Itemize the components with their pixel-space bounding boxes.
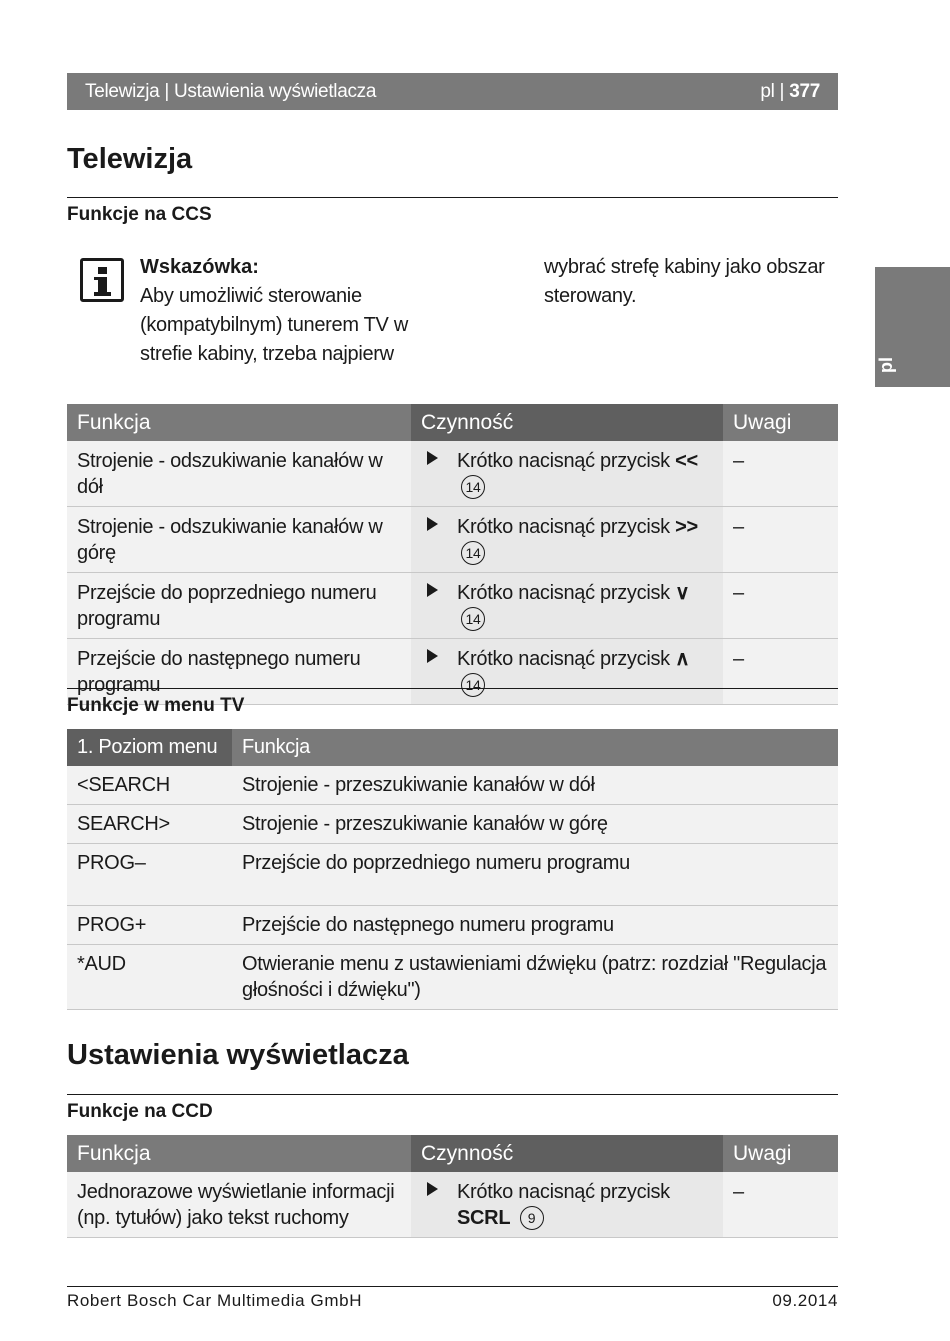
chevron-down-icon: ∨ — [675, 582, 690, 604]
column-header: Funkcja — [232, 729, 838, 766]
button-number-badge: 14 — [461, 475, 485, 499]
menu-table — [67, 729, 838, 1010]
table-row — [67, 906, 838, 945]
menu-level-cell: PROG– — [67, 844, 232, 906]
action-text: Krótko nacisnąć przycisk — [457, 648, 670, 670]
column-header: Czynność — [411, 1135, 723, 1172]
display-title: Ustawienia wyświetlacza — [67, 1039, 409, 1071]
menu-level-cell: SEARCH> — [67, 805, 232, 844]
function-cell: Strojenie - odszukiwanie kanałów w górę — [67, 507, 411, 573]
table-row — [67, 1172, 838, 1238]
footer-company: Robert Bosch Car Multimedia GmbH — [67, 1291, 363, 1310]
ccs-heading: Funkcje na CCS — [67, 204, 212, 225]
footer-date: 09.2014 — [772, 1291, 838, 1310]
function-cell: Przejście do poprzedniego numeru programu — [232, 844, 838, 906]
divider — [67, 197, 838, 198]
key-label: >> — [675, 516, 698, 538]
action-cell — [411, 507, 723, 573]
function-cell: Przejście do poprzedniego numeru programu — [67, 573, 411, 639]
table-row — [67, 573, 838, 639]
table-row — [67, 766, 838, 805]
note-cell: – — [723, 1172, 838, 1238]
function-cell: Strojenie - odszukiwanie kanałów w dół — [67, 441, 411, 507]
function-cell: Przejście do następnego numeru programu — [67, 639, 411, 705]
ccd-table — [67, 1135, 838, 1238]
button-number-badge: 14 — [461, 673, 485, 697]
action-cell — [411, 441, 723, 507]
key-label: SCRL — [457, 1207, 511, 1229]
note-cell: – — [723, 441, 838, 507]
action-cell — [411, 1172, 723, 1238]
button-number-badge: 9 — [520, 1206, 544, 1230]
function-cell: Przejście do następnego numeru programu — [232, 906, 838, 945]
column-header: 1. Poziom menu — [67, 729, 232, 766]
action-text: Krótko nacisnąć przycisk — [457, 582, 670, 604]
arrow-right-icon — [427, 451, 438, 465]
action-text: Krótko nacisnąć przycisk — [457, 1181, 670, 1203]
footer-divider — [67, 1286, 838, 1287]
divider — [67, 1094, 838, 1095]
language-tab — [875, 267, 950, 387]
page-header — [67, 73, 838, 110]
header-lang: pl | — [760, 80, 785, 102]
table-row — [67, 805, 838, 844]
table-row — [67, 844, 838, 906]
note-cell: – — [723, 639, 838, 705]
arrow-right-icon — [427, 649, 438, 663]
header-page — [760, 81, 820, 103]
table-header-row — [67, 1135, 838, 1172]
action-cell — [411, 639, 723, 705]
function-cell: Otwieranie menu z ustawieniami dźwięku (patrz: rozdział "Regulacja głośności i dźwięku") — [232, 945, 838, 1010]
note-body-left: Aby umożliwić sterowanie (kompatybilnym) tunerem TV w strefie kabiny, trzeba najpierw — [140, 285, 408, 365]
column-header: Funkcja — [67, 1135, 411, 1172]
page-number: 377 — [789, 80, 820, 102]
info-icon — [80, 258, 124, 302]
arrow-right-icon — [427, 1182, 438, 1196]
note-text-right: wybrać strefę kabiny jako obszar sterowany. — [544, 256, 825, 307]
note-cell: – — [723, 507, 838, 573]
button-number-badge: 14 — [461, 541, 485, 565]
divider — [67, 688, 838, 689]
note-text-left — [140, 253, 440, 369]
button-number-badge: 14 — [461, 607, 485, 631]
action-text: Krótko nacisnąć przycisk — [457, 516, 670, 538]
note-cell: – — [723, 573, 838, 639]
language-tab-label: pl — [876, 357, 896, 373]
tv-title: Telewizja — [67, 143, 193, 175]
arrow-right-icon — [427, 583, 438, 597]
function-cell: Jednorazowe wyświetlanie informacji (np. tytułów) jako tekst ruchomy — [67, 1172, 411, 1238]
table-row — [67, 507, 838, 573]
menu-level-cell: PROG+ — [67, 906, 232, 945]
column-header: Czynność — [411, 404, 723, 441]
header-section: Telewizja | Ustawienia wyświetlacza — [85, 80, 377, 102]
action-cell — [411, 573, 723, 639]
ccs-table — [67, 404, 838, 705]
function-cell: Strojenie - przeszukiwanie kanałów w dół — [232, 766, 838, 805]
menu-level-cell: *AUD — [67, 945, 232, 1010]
table-header-row — [67, 729, 838, 766]
menu-heading: Funkcje w menu TV — [67, 695, 245, 716]
table-row — [67, 441, 838, 507]
key-label: << — [675, 450, 698, 472]
arrow-right-icon — [427, 517, 438, 531]
function-cell: Strojenie - przeszukiwanie kanałów w górę — [232, 805, 838, 844]
chevron-up-icon: ∧ — [675, 648, 690, 670]
ccd-heading: Funkcje na CCD — [67, 1101, 213, 1122]
column-header: Uwagi — [723, 1135, 838, 1172]
action-text: Krótko nacisnąć przycisk — [457, 450, 670, 472]
menu-level-cell: <SEARCH — [67, 766, 232, 805]
column-header: Uwagi — [723, 404, 838, 441]
table-header-row — [67, 404, 838, 441]
column-header: Funkcja — [67, 404, 411, 441]
note-title: Wskazówka: — [140, 256, 259, 278]
table-row — [67, 945, 838, 1010]
